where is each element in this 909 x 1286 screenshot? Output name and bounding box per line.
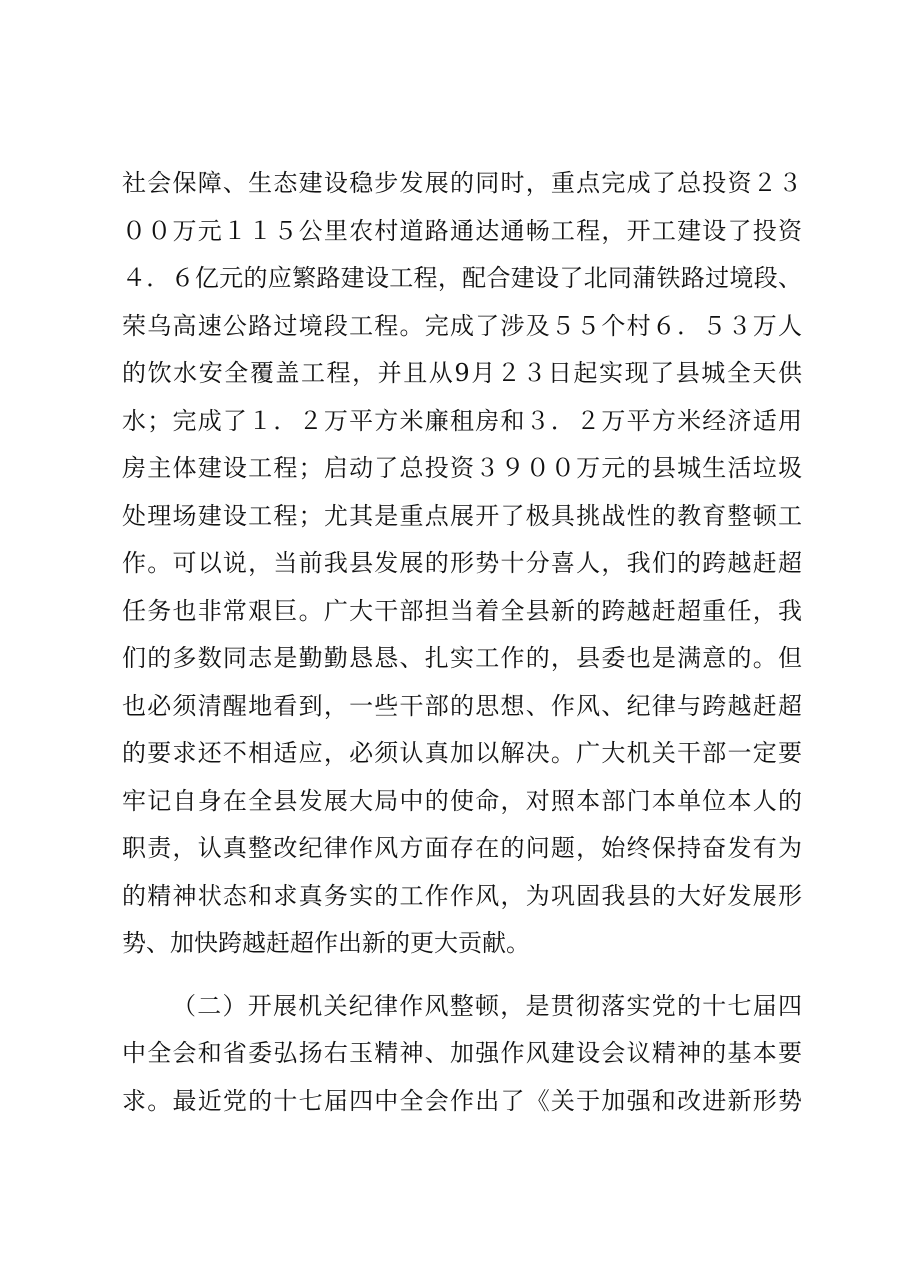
paragraph-line: 社会保障、生态建设稳步发展的同时，重点完成了总投资２３ <box>122 169 802 197</box>
paragraph-line: 也必须清醒地看到，一些干部的思想、作风、纪律与跨越赶超 <box>122 692 802 720</box>
paragraph-line: （二）开展机关纪律作风整顿，是贯彻落实党的十七届四 <box>172 992 802 1020</box>
paragraph-line: 的饮水安全覆盖工程，并且从9月２３日起实现了县城全天供 <box>122 359 802 387</box>
paragraph-line: 职责，认真整改纪律作风方面存在的问题，始终保持奋发有为 <box>122 834 802 862</box>
paragraph-line: 房主体建设工程；启动了总投资３９００万元的县城生活垃圾 <box>122 454 802 482</box>
paragraph-line: 牢记自身在全县发展大局中的使命，对照本部门本单位本人的 <box>122 787 802 815</box>
paragraph-line: 的要求还不相适应，必须认真加以解决。广大机关干部一定要 <box>122 739 802 767</box>
paragraph-line: 中全会和省委弘扬右玉精神、加强作风建设会议精神的基本要 <box>122 1039 802 1067</box>
paragraph-line: ００万元１１５公里农村道路通达通畅工程，开工建设了投资 <box>122 217 802 245</box>
paragraph-line: 荣乌高速公路过境段工程。完成了涉及５５个村６．５３万人 <box>122 312 802 340</box>
paragraph-line: 求。最近党的十七届四中全会作出了《关于加强和改进新形势 <box>122 1087 802 1115</box>
paragraph-line: 作。可以说，当前我县发展的形势十分喜人，我们的跨越赶超 <box>122 549 802 577</box>
paragraph-line: 任务也非常艰巨。广大干部担当着全县新的跨越赶超重任，我 <box>122 597 802 625</box>
paragraph-line: 处理场建设工程；尤其是重点展开了极具挑战性的教育整顿工 <box>122 502 802 530</box>
paragraph-line: 们的多数同志是勤勤恳恳、扎实工作的，县委也是满意的。但 <box>122 644 802 672</box>
paragraph-line: 水；完成了１．２万平方米廉租房和３．２万平方米经济适用 <box>122 407 802 435</box>
paragraph-line: 势、加快跨越赶超作出新的更大贡献。 <box>122 929 530 957</box>
paragraph-line: ４．６亿元的应繁路建设工程，配合建设了北同蒲铁路过境段、 <box>122 264 802 292</box>
paragraph-line: 的精神状态和求真务实的工作作风，为巩固我县的大好发展形 <box>122 882 802 910</box>
